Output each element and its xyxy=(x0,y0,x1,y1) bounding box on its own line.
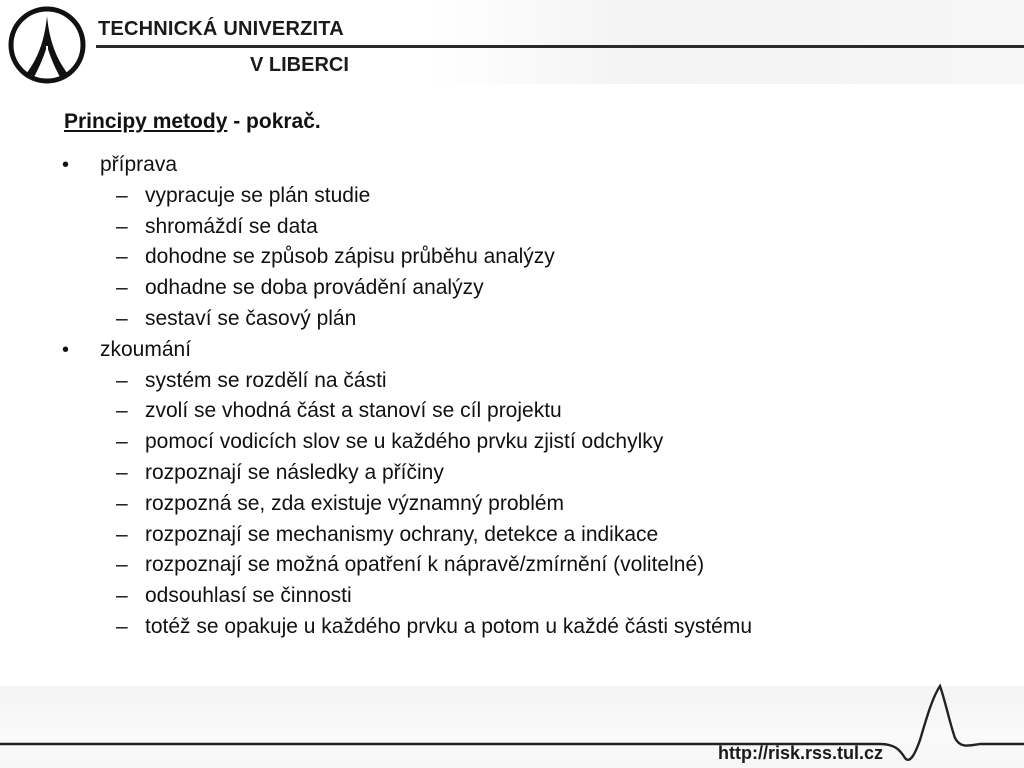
dash-marker: – xyxy=(116,614,128,638)
sub-item-text: dohodne se způsob zápisu průběhu analýzy xyxy=(145,245,555,269)
slide-title-suffix: - pokrač. xyxy=(227,110,321,133)
sub-item xyxy=(0,612,1024,643)
dash-marker: – xyxy=(116,584,128,608)
sub-item xyxy=(0,489,1024,520)
slide-title-underlined: Principy metody xyxy=(64,110,228,133)
sub-item-text: pomocí vodicích slov se u každého prvku zjistí odchylky xyxy=(145,430,664,454)
sub-item-text: shromáždí se data xyxy=(145,214,318,238)
university-name-line2: V LIBERCI xyxy=(250,54,349,76)
sub-item xyxy=(0,304,1024,335)
sub-item xyxy=(0,366,1024,397)
dash-marker: – xyxy=(116,522,128,546)
sub-item-text: odhadne se doba provádění analýzy xyxy=(145,276,484,300)
sub-item xyxy=(0,581,1024,612)
dash-marker: – xyxy=(116,399,128,423)
sub-item-text: rozpozná se, zda existuje významný problém xyxy=(145,491,565,515)
sub-item xyxy=(0,427,1024,458)
footer-url: http://risk.rss.tul.cz xyxy=(718,743,884,763)
bullet-item xyxy=(0,150,1024,181)
sub-item-text: sestaví se časový plán xyxy=(145,306,357,330)
dash-marker: – xyxy=(116,245,128,269)
sub-item-text: totéž se opakuje u každého prvku a potom u každé části systému xyxy=(145,614,753,638)
sub-item-text: rozpoznají se mechanismy ochrany, detekce a indikace xyxy=(145,522,659,546)
sub-item xyxy=(0,458,1024,489)
dash-marker: – xyxy=(116,306,128,330)
sub-item xyxy=(0,273,1024,304)
sub-item xyxy=(0,242,1024,273)
sub-item-text: vypracuje se plán studie xyxy=(145,183,371,207)
header-divider xyxy=(96,45,1024,48)
sub-item-text: zvolí se vhodná část a stanoví se cíl projektu xyxy=(145,399,562,423)
dash-marker: – xyxy=(116,276,128,300)
bullet-marker: • xyxy=(62,338,70,361)
bullet-marker: • xyxy=(62,154,70,176)
sub-item-text: rozpoznají se následky a příčiny xyxy=(145,460,444,484)
university-logo-icon xyxy=(8,6,86,84)
sub-item-text: odsouhlasí se činnosti xyxy=(145,584,352,608)
university-name-line1: TECHNICKÁ UNIVERZITA xyxy=(98,18,344,40)
dash-marker: – xyxy=(116,553,128,577)
header-gradient xyxy=(430,0,1024,84)
sub-item xyxy=(0,212,1024,243)
dash-marker: – xyxy=(116,460,128,484)
sub-item xyxy=(0,520,1024,551)
slide-header xyxy=(0,0,1024,88)
sub-item xyxy=(0,396,1024,427)
slide-title xyxy=(64,110,321,134)
sub-item xyxy=(0,181,1024,212)
bullet-item-text: zkoumání xyxy=(100,337,192,361)
bullet-item-text: příprava xyxy=(100,153,178,176)
sub-item-text: rozpoznají se možná opatření k nápravě/zmírnění (volitelné) xyxy=(145,553,705,577)
dash-marker: – xyxy=(116,491,128,515)
sub-item xyxy=(0,550,1024,581)
bullet-list xyxy=(0,150,1024,643)
bullet-item xyxy=(0,335,1024,366)
dash-marker: – xyxy=(116,368,128,392)
dash-marker: – xyxy=(116,183,128,207)
dash-marker: – xyxy=(116,214,128,238)
dash-marker: – xyxy=(116,430,128,454)
sub-item-text: systém se rozdělí na části xyxy=(145,368,387,392)
